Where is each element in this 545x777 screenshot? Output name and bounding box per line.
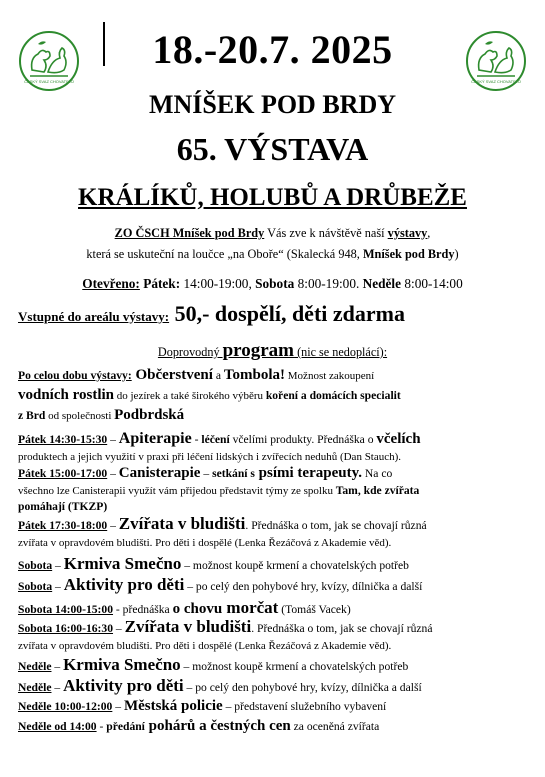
intro-comma: , (427, 226, 431, 240)
wide-selection-text: do jezírek a také širokého výběru (114, 390, 266, 402)
event-dash: - (96, 720, 107, 733)
event-name: Apiterapie (118, 430, 192, 447)
entry-fee (18, 301, 405, 327)
sunday-label: Neděle (362, 276, 402, 291)
event-name: pohárů a čestných cen (144, 718, 291, 734)
all-day-label: Po celou dobu výstavy: (18, 369, 132, 382)
event-desc-bold: Tam, kde zvířata (335, 483, 420, 497)
event-canistherapy-line-3: pomáhají (TKZP) (18, 500, 108, 513)
event-desc: - přednáška (113, 603, 173, 616)
event-name: Canisterapie (118, 465, 201, 481)
program-heading (0, 340, 545, 362)
event-apitherapy (18, 431, 528, 465)
event-time: Pátek 15:00-17:00 (18, 467, 108, 480)
event-dash: – (52, 580, 64, 593)
event-name: morčat (222, 598, 279, 617)
event-maze-friday-line-2: zvířata v opravdovém bludišti. Pro děti i dospělé (Lenka Řezáčová z Akademie věd). (18, 536, 392, 549)
fee-price: 50,- dospělí, děti zdarma (169, 301, 405, 326)
event-dash: – (52, 559, 64, 572)
spices-specialities: koření a domácích specialit (265, 389, 401, 402)
intro-text: Vás zve k návštěvě naší (264, 226, 388, 240)
water-plants: vodních rostlin (18, 387, 114, 403)
event-name: Krmiva Smečno (63, 554, 182, 573)
event-desc: (Tomáš Vacek) (278, 603, 351, 616)
event-canistherapy (18, 465, 528, 516)
program-word: program (222, 340, 295, 361)
tombola: Tombola! (223, 367, 286, 383)
event-name: Krmiva Smečno (63, 655, 181, 674)
event-feed-sunday (18, 655, 533, 675)
event-canistherapy-line-2 (18, 483, 528, 500)
friday-time: 14:00-19:00, (180, 276, 256, 291)
event-maze-saturday-line-1 (18, 619, 528, 638)
event-desc-bold: psími terapeuty. (254, 465, 362, 481)
event-desc: za oceněná zvířata (290, 720, 380, 733)
event-date: 18.-20.7. 2025 (152, 27, 393, 72)
event-time: Sobota (18, 559, 53, 572)
event-dash: – (107, 519, 119, 532)
opening-hours (0, 276, 545, 292)
event-desc: – po celý den pohybové hry, kvízy, dílnička a další (184, 580, 423, 593)
event-desc: – po celý den pohybové hry, kvízy, dílnička a další (183, 681, 422, 694)
event-desc-bold: včelích (376, 431, 421, 447)
event-time: Pátek 17:30-18:00 (18, 519, 108, 532)
from-company-text: od společnosti (45, 410, 115, 422)
event-name: Aktivity pro děti (63, 575, 185, 594)
event-time: Neděle 10:00-12:00 (18, 700, 113, 713)
logo-text-right: ČESKÝ SVAZ CHOVATELŮ (471, 79, 521, 84)
event-maze-saturday-line-2: zvířata v opravdovém bludišti. Pro děti i dospělé (Lenka Řezáčová z Akademie věd). (18, 639, 392, 652)
event-desc: . Přednáška o tom, jak se chovají různá (251, 622, 433, 635)
event-desc: – představení služebního vybavení (222, 700, 387, 713)
organizer-name: ZO ČSCH Mníšek pod Brdy (114, 226, 265, 240)
saturday-label: Sobota (255, 276, 295, 291)
event-desc: všechno lze Canisterapii využít vám přijedou představit týmy ze spolku (18, 484, 336, 497)
event-time: Sobota 14:00-15:00 (18, 603, 114, 616)
event-dash: – (107, 433, 119, 446)
event-time: Neděle (18, 660, 52, 673)
intro-line-1 (0, 223, 545, 244)
event-desc: Na co (362, 467, 393, 480)
all-day-section (18, 366, 528, 426)
event-time: Neděle od 14:00 (18, 720, 97, 733)
and-word: a (212, 369, 224, 382)
event-time: Sobota 16:00-16:30 (18, 622, 114, 635)
event-time: Pátek 14:30-15:30 (18, 433, 108, 446)
sunday-time: 8:00-14:00 (401, 276, 463, 291)
event-name: Zvířata v bludišti (124, 617, 252, 636)
event-desc: . Přednáška o tom, jak se chovají různá (245, 519, 427, 532)
intro-exhibition-word: výstavy (387, 226, 428, 240)
event-desc-bold: léčení (201, 433, 230, 446)
event-desc-bold: setkání s (212, 467, 255, 480)
friday-label: Pátek: (139, 276, 181, 291)
event-police (18, 698, 533, 715)
opening-label: Otevřeno: (82, 276, 140, 291)
logo-text-left: ČESKÝ SVAZ CHOVATELŮ (24, 79, 74, 84)
event-desc-bold: předání (106, 720, 145, 733)
event-town: MNÍŠEK POD BRDY (148, 90, 396, 119)
event-desc: včelími produkty. Přednáška o (229, 433, 377, 446)
event-desc: – možnost koupě krmení a chovatelských potřeb (181, 559, 409, 572)
event-maze-saturday (18, 619, 528, 654)
event-dash: – (51, 660, 64, 673)
intro-venue: která se uskuteční na loučce „na Oboře“ (Skalecká 948, (86, 247, 363, 261)
event-dash: – (112, 700, 124, 713)
event-time: Sobota (18, 580, 53, 593)
saturday-time: 8:00-19:00. (294, 276, 363, 291)
event-guinea-pigs (18, 598, 533, 618)
event-desc: - (191, 433, 202, 446)
event-kids-sunday (18, 676, 533, 696)
event-name: Aktivity pro děti (63, 676, 184, 695)
event-awards (18, 718, 533, 735)
event-apitherapy-line-1 (18, 431, 528, 449)
event-maze-friday-line-1 (18, 516, 528, 535)
event-name: o chovu (172, 601, 223, 617)
intro-paragraph (0, 223, 545, 265)
event-kids-saturday (18, 575, 533, 595)
event-desc: – (200, 467, 213, 480)
program-prefix: Doprovodný (157, 345, 223, 359)
fee-label: Vstupné do areálu výstavy: (18, 309, 170, 324)
intro-line-2 (0, 244, 545, 265)
refreshments: Občerstvení (131, 367, 213, 383)
event-dash: – (107, 467, 119, 480)
event-dash: – (51, 681, 64, 694)
animals-title: KRÁLÍKŮ, HOLUBŮ A DRŮBEŽE (78, 184, 467, 211)
exhibition-title: 65. VÝSTAVA (176, 131, 369, 167)
all-day-line-2 (18, 386, 528, 406)
event-canistherapy-line-1 (18, 465, 528, 483)
event-dash: – (113, 622, 125, 635)
all-day-line-3 (18, 406, 528, 426)
event-name: Městská policie (123, 698, 223, 714)
from-brdy: z Brd (18, 409, 46, 422)
program-suffix: (nic se nedoplácí): (294, 345, 388, 359)
intro-close: ) (454, 247, 459, 261)
event-time: Neděle (18, 681, 52, 694)
event-apitherapy-line-2: produktech a jejich využití v praxi při léčení lidských i zvířecích neduhů (Dan Stauch). (18, 450, 402, 463)
purchase-text: Možnost zakoupení (285, 370, 375, 382)
event-maze-friday (18, 516, 528, 551)
event-desc: – možnost koupě krmení a chovatelských potřeb (180, 660, 409, 673)
event-feed-saturday (18, 554, 533, 574)
event-name: Zvířata v bludišti (118, 514, 246, 533)
all-day-line-1 (18, 366, 528, 386)
intro-town: Mníšek pod Brdy (362, 247, 455, 261)
company-name: Podbrdská (114, 407, 185, 423)
